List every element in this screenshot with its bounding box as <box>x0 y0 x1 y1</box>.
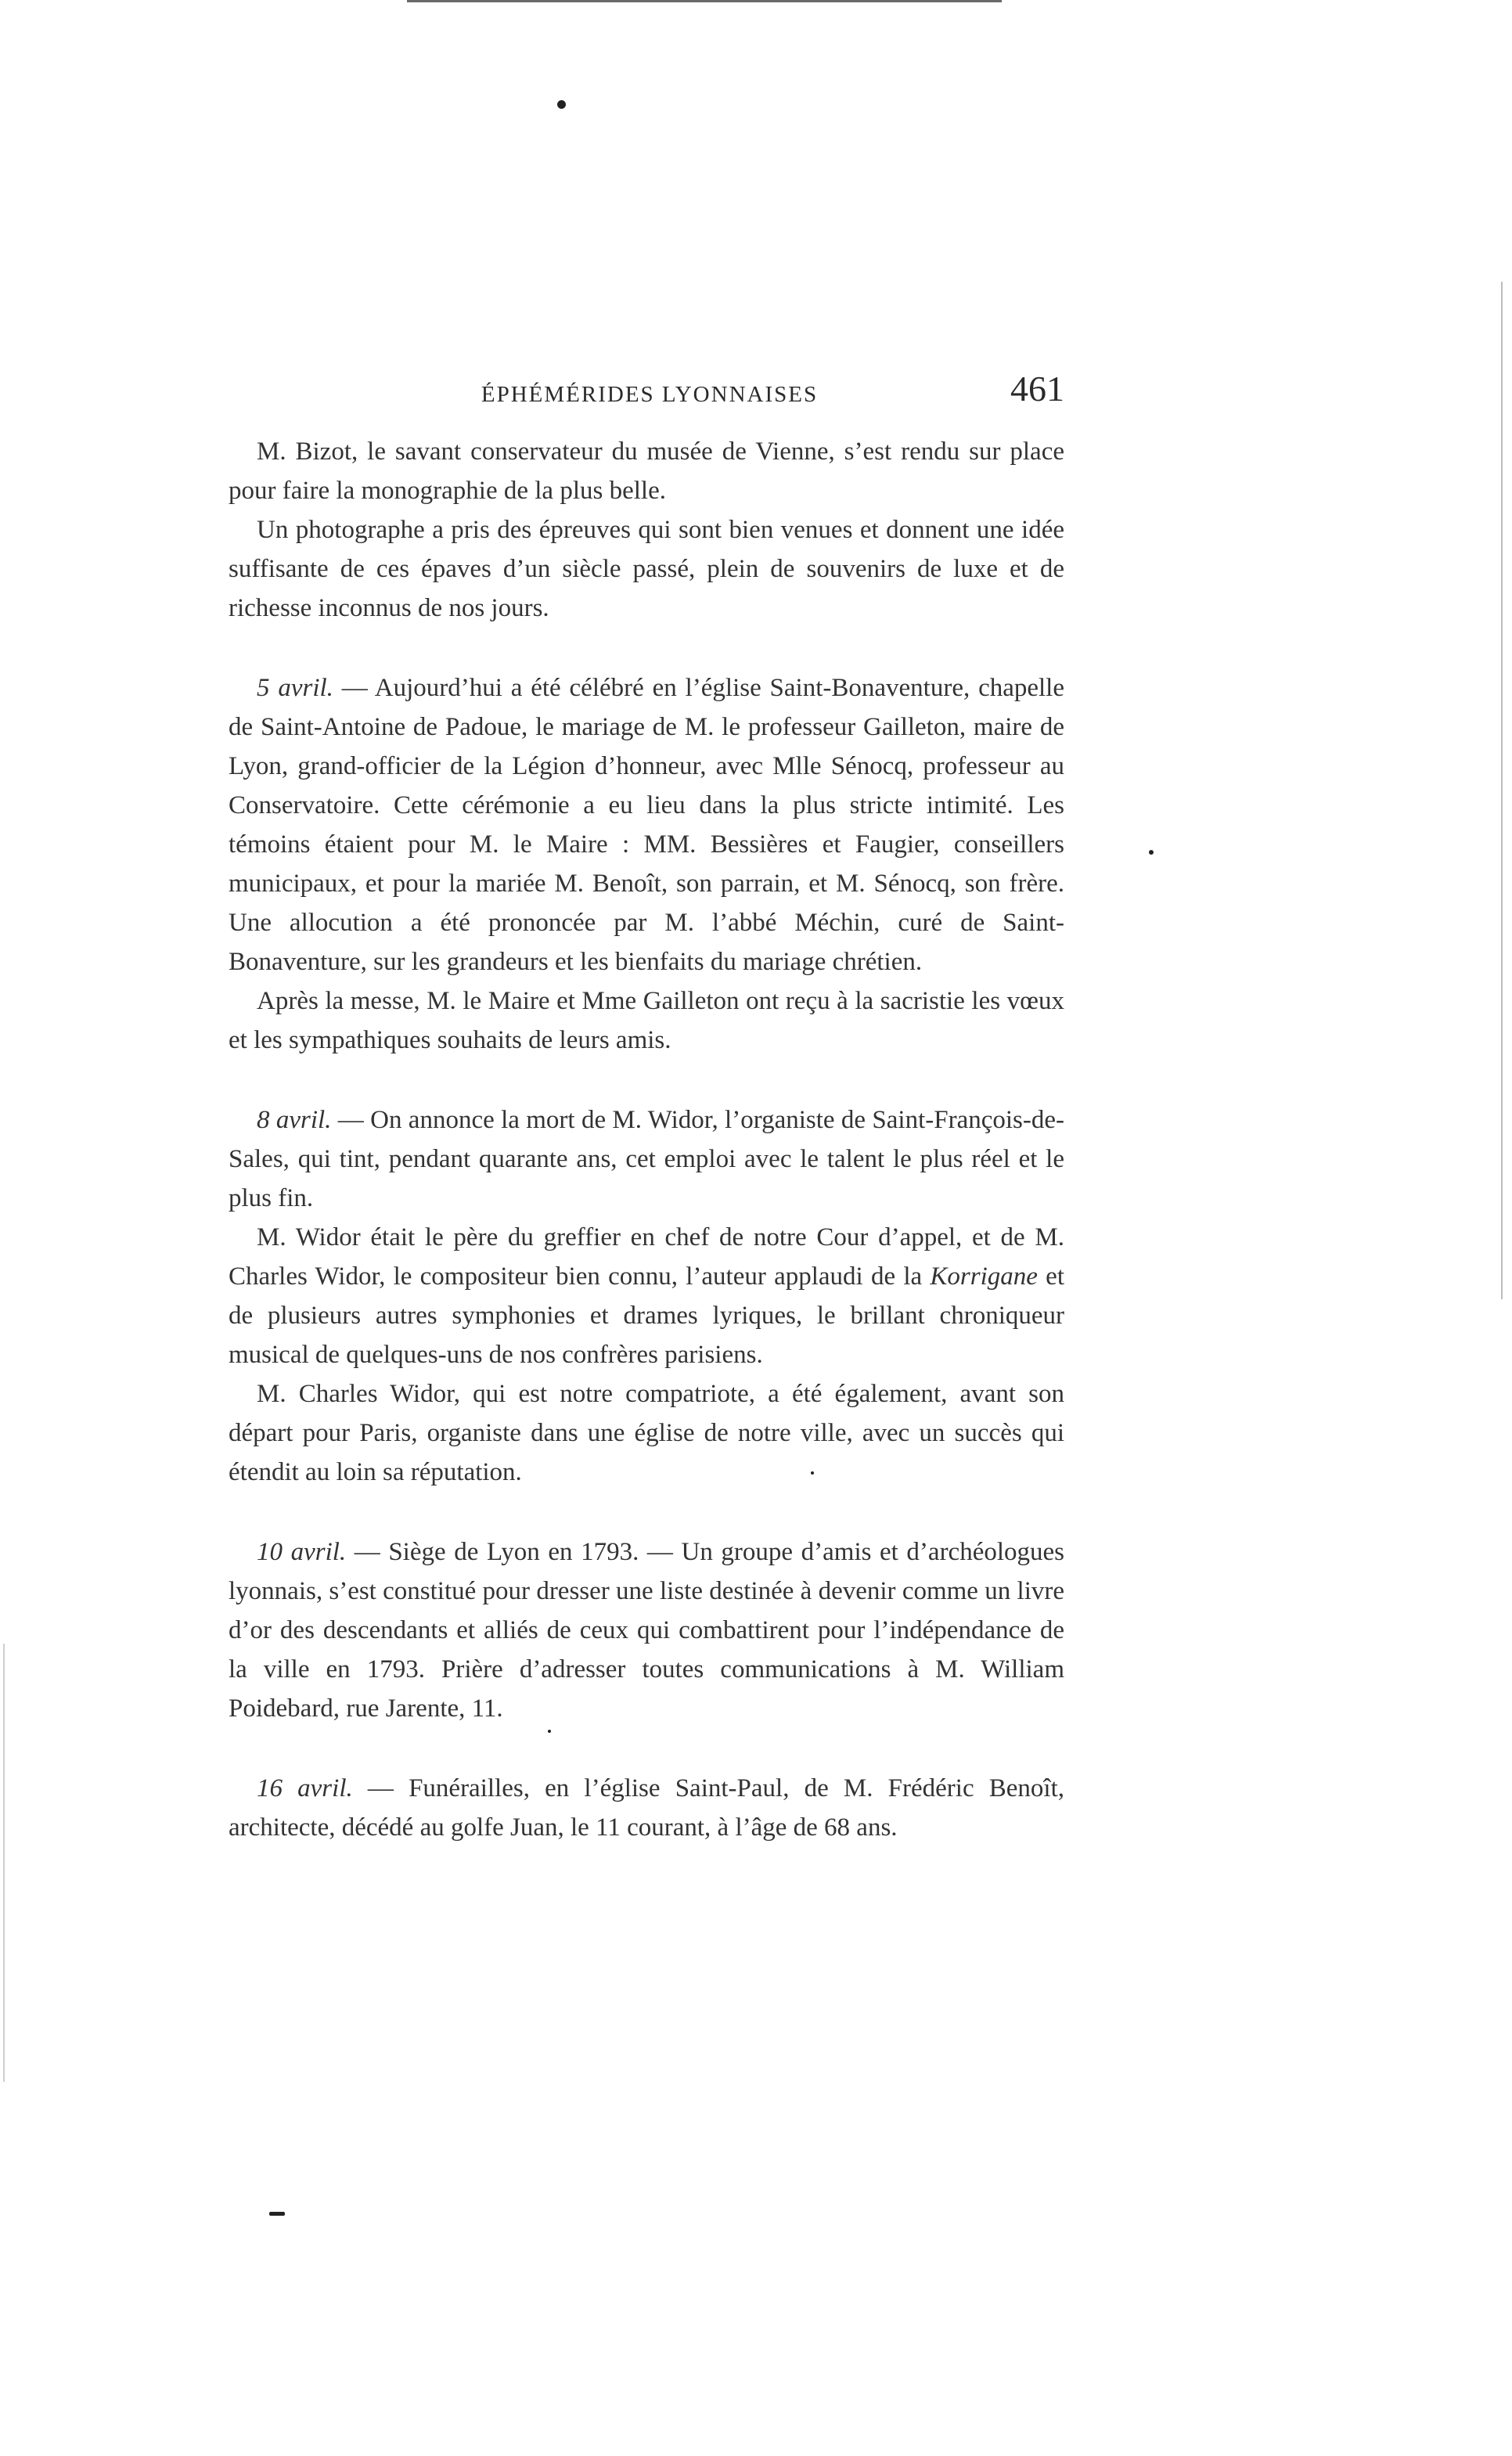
entry-text: et de plusieurs autres symphonies et drames lyriques, le brillant chroniqueur musical de quelques-uns de nos confrères parisiens. <box>229 1262 1064 1369</box>
entry-10-avril <box>229 1532 1064 1728</box>
speck <box>1149 850 1154 855</box>
entry-date: 16 avril. <box>257 1774 353 1802</box>
entry-8-avril <box>229 1100 1064 1492</box>
entry-text: — Siège de Lyon en 1793. — Un groupe d’amis et d’archéologues lyonnais, s’est constitué pour dresser une liste destinée à devenir comme un livre d’or des descendants et alliés de ceux qui combattirent pour l’indépendance de la ville en 1793. Prière d’adresser toutes communications à M. William Poidebard, rue Jarente, 11. <box>229 1538 1065 1723</box>
entry-date: 8 avril. <box>257 1106 332 1134</box>
entry-paragraph <box>229 668 1064 981</box>
scan-top-rule <box>407 0 1002 2</box>
speck <box>557 100 566 109</box>
page-header <box>227 368 1072 430</box>
entry-paragraph: Après la messe, M. le Maire et Mme Gailleton ont reçu à la sacristie les vœux et les sympathiques souhaits de leurs amis. <box>229 987 1064 1054</box>
scan-right-edge <box>1501 282 1503 1299</box>
intro-paragraph-1: M. Bizot, le savant conservateur du musée de Vienne, s’est rendu sur place pour faire la monographie de la plus belle. <box>229 438 1064 505</box>
entry-5-avril <box>229 668 1064 1060</box>
entry-paragraph <box>229 1218 1064 1374</box>
entry-paragraph: M. Charles Widor, qui est notre compatriote, a été également, avant son départ pour Paris, organiste dans une église de notre ville, avec un succès qui étendit au loin sa réputation. <box>229 1380 1064 1486</box>
entry-16-avril <box>229 1769 1064 1847</box>
running-title: ÉPHÉMÉRIDES LYONNAISES <box>481 382 819 407</box>
work-title: Korrigane <box>930 1262 1038 1291</box>
entry-date: 5 avril. <box>257 674 333 702</box>
intro-paragraph-2: Un photographe a pris des épreuves qui sont bien venues et donnent une idée suffisante de ces épaves d’un siècle passé, plein de souvenirs de luxe et de richesse inconnus de nos jours. <box>229 516 1064 622</box>
entry-paragraph <box>229 1532 1064 1728</box>
speck <box>269 2212 285 2216</box>
entry-text: — Aujourd’hui a été célébré en l’église Saint-Bonaventure, chapelle de Saint-Antoine de Padoue, le mariage de M. le professeur Gailleton, maire de Lyon, grand-officier de la Légion d’honneur, avec Mlle Sénocq, professeur au Conservatoire. Cette cérémonie a eu lieu dans la plus stricte intimité. Les témoins étaient pour M. le Maire : MM. Bessières et Faugier, conseillers municipaux, et pour la mariée M. Benoît, son parrain, et M. Sénocq, son frère. Une allocution a été prononcée par M. l’abbé Méchin, curé de Saint-Bonaventure, sur les grandeurs et les bienfaits du mariage chrétien. <box>229 674 1065 976</box>
entry-date: 10 avril. <box>257 1538 347 1566</box>
entry-text: — Funérailles, en l’église Saint-Paul, de M. Frédéric Benoît, architecte, décédé au golfe Juan, le 11 courant, à l’âge de 68 ans. <box>229 1774 1065 1842</box>
entry-paragraph <box>229 1769 1064 1847</box>
page-body <box>229 432 1064 1847</box>
scan-left-edge <box>3 1644 5 2082</box>
entry-paragraph <box>229 1100 1064 1218</box>
entry-text: M. Widor était le père du greffier en chef de notre Cour d’appel, et de M. Charles Widor, le compositeur bien connu, l’auteur applaudi de la <box>229 1223 1064 1291</box>
page-number: 461 <box>1010 369 1064 409</box>
entry-text: — On annonce la mort de M. Widor, l’organiste de Saint-François-de-Sales, qui tint, pendant quarante ans, cet emploi avec le talent le plus réel et le plus fin. <box>229 1106 1065 1212</box>
